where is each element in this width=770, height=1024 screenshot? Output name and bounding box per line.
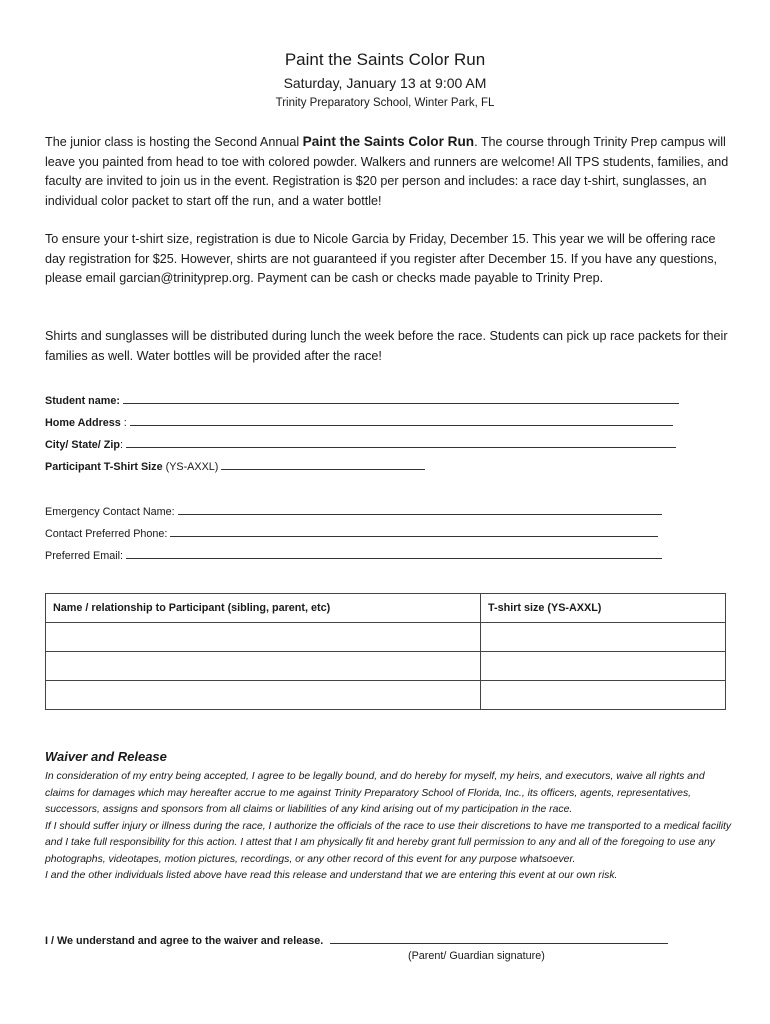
- agreement-row: [45, 934, 668, 947]
- agreement-statement: I / We understand and agree to the waiver and release.: [45, 935, 324, 947]
- tshirt-size-label: Participant T-Shirt Size: [45, 461, 163, 473]
- waiver-paragraph-risk: I and the other individuals listed above have read this release and understand that we are entering this event at our own risk.: [45, 870, 618, 881]
- size-cell[interactable]: [481, 681, 726, 710]
- table-row: [46, 623, 726, 652]
- contact-phone-label: Contact Preferred Phone:: [45, 528, 168, 540]
- tshirt-size-line[interactable]: [221, 460, 425, 470]
- participants-table: [45, 593, 726, 710]
- signature-line[interactable]: [330, 934, 668, 944]
- size-cell[interactable]: [481, 652, 726, 681]
- intro-paragraph: [45, 132, 735, 211]
- name-cell[interactable]: [46, 623, 481, 652]
- event-name-bold: Paint the Saints Color Run: [302, 134, 475, 149]
- name-relationship-header: Name / relationship to Participant (sibling, parent, etc): [46, 594, 481, 623]
- size-cell[interactable]: [481, 623, 726, 652]
- name-cell[interactable]: [46, 681, 481, 710]
- emergency-contact-label: Emergency Contact Name:: [45, 506, 175, 518]
- student-name-line[interactable]: [123, 394, 679, 404]
- city-state-zip-row: [45, 438, 676, 451]
- preferred-email-row: [45, 549, 662, 562]
- home-address-line[interactable]: [130, 416, 673, 426]
- emergency-contact-line[interactable]: [178, 505, 662, 515]
- preferred-email-line[interactable]: [126, 549, 662, 559]
- event-location: Trinity Preparatory School, Winter Park, FL: [275, 97, 495, 109]
- tshirt-size-row: [45, 460, 425, 473]
- name-cell[interactable]: [46, 652, 481, 681]
- table-header-row: [46, 594, 726, 623]
- preferred-email-label: Preferred Email:: [45, 550, 124, 562]
- event-date: Saturday, January 13 at 9:00 AM: [283, 75, 487, 91]
- page-title: Paint the Saints Color Run: [284, 50, 486, 69]
- tshirt-size-hint: (YS-AXXL): [162, 461, 219, 473]
- home-address-row: [45, 416, 673, 429]
- student-name-row: [45, 394, 679, 407]
- emergency-contact-row: [45, 505, 662, 518]
- intro-text-start: The junior class is hosting the Second Annual: [45, 135, 303, 149]
- table-row: [46, 652, 726, 681]
- home-address-label: Home Address: [45, 417, 121, 429]
- city-state-zip-separator: :: [120, 439, 123, 451]
- city-state-zip-line[interactable]: [126, 438, 676, 448]
- waiver-paragraph-medical: If I should suffer injury or illness during the race, I authorize the officials of the race to use their discretions to have me transported to a medical facility and I take full responsibility for this action. I attest that I am physically fit and hereby grant full permission to any and all of the foregoing to use any photographs, videotapes, motion pictures, recordings, or any other record of this event for any purpose whatsoever.: [45, 820, 732, 865]
- waiver-heading: Waiver and Release: [45, 749, 167, 764]
- city-state-zip-label: City/ State/ Zip: [45, 439, 120, 451]
- contact-phone-line[interactable]: [170, 527, 658, 537]
- waiver-paragraph-liability: In consideration of my entry being accepted, I agree to be legally bound, and do hereby for myself, my heirs, and executors, waive all rights and claims for damages which may hereafter accrue to me against Trinity Preparatory School of Florida, Inc., its officers, agents, representatives, successors, assigns and sponsors from all claims or liabilities of any kind arising out of my participation in the race.: [45, 771, 705, 815]
- intro-text-end: . The course through Trinity Prep campus will leave you painted from head to toe with colored powder. Walkers and runners are welcome! All TPS students, families, and faculty are invited to join us in the event. Registration is $20 per person and includes: a race day t-shirt, sunglasses, an individual color packet to start off the run, and a water bottle!: [45, 135, 729, 208]
- signature-caption: (Parent/ Guardian signature): [408, 950, 545, 962]
- registration-paragraph: To ensure your t-shirt size, registration is due to Nicole Garcia by Friday, December 15. This year we will be offering race day registration for $25. However, shirts are not guaranteed if you register after December 15. If you have any questions, please email garcian@trinityprep.org. Payment can be cash or checks made payable to Trinity Prep.: [45, 232, 718, 285]
- home-address-separator: :: [120, 417, 127, 429]
- table-row: [46, 681, 726, 710]
- contact-phone-row: [45, 527, 658, 540]
- tshirt-size-header: T-shirt size (YS-AXXL): [481, 594, 726, 623]
- student-name-label: Student name:: [45, 395, 120, 407]
- distribution-paragraph: Shirts and sunglasses will be distributed during lunch the week before the race. Students can pick up race packets for their families as well. Water bottles will be provided after the race!: [45, 329, 728, 363]
- waiver-body: [45, 769, 735, 885]
